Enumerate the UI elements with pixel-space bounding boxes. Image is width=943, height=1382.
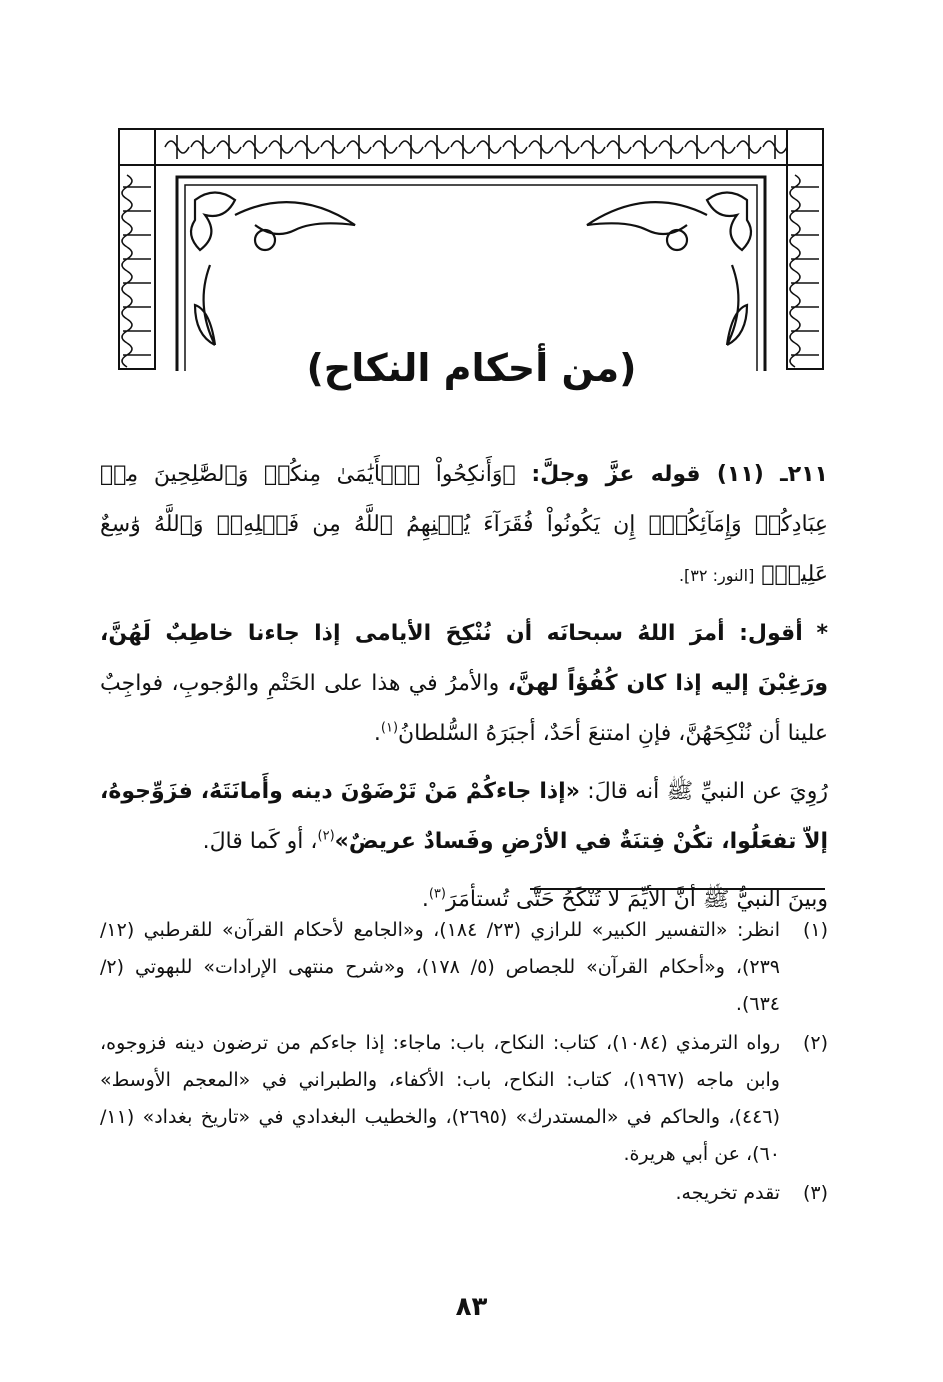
footnotes-section (100, 912, 828, 1214)
asterisk-marker: * (816, 621, 828, 646)
footnote-item (100, 1025, 828, 1173)
footnote-divider (530, 888, 825, 890)
closing-text: وبينَ النبيُّ ﷺ أنَّ الأيِّمَ لا تُنْكَحُ حَتَّى تُستأمَرَ (445, 887, 828, 912)
footnote-number: (٢) (802, 1032, 828, 1054)
quran-verse: وَأَنكِحُواْ ٱلۡأَيَٰمَىٰ مِنكُمۡ وَٱلصَّٰلِحِينَ مِنۡ عِبَادِكُمۡ وَإِمَآئِكُمۡۚ إِن يَكُونُواْ فُقَرَآءَ يُغۡنِهِمُ ٱللَّهُ مِن فَضۡلِهِۦۗ وَٱللَّهُ وَٰسِعٌ عَلِيمٞ (100, 462, 828, 587)
footnote-item (100, 912, 828, 1023)
footnote-ref-3: (٣) (428, 886, 446, 902)
footnote-text: تقدم تخريجه. (675, 1182, 780, 1204)
footnote-text: انظر: «التفسير الكبير» للرازي (٢٣/ ١٨٤)، و«الجامع لأحكام القرآن» للقرطبي (١٢/ ٢٣٩)، و«أحكام القرآن» للجصاص (٥/ ١٧٨)، و«شرح منتهى الإرادات» للبهوتي (٢/ ٦٣٤). (100, 919, 780, 1015)
page-number: ٨٣ (455, 1292, 488, 1322)
footnote-item (100, 1175, 828, 1212)
chapter-title: (من أحكام النكاح) (306, 346, 637, 390)
verse-reference: [النور: ٣٢]. (678, 566, 755, 585)
footnote-number: (٣) (802, 1182, 828, 1204)
hadith-end: ، أو كَما قالَ. (202, 829, 318, 854)
commentary-bold: أقول: أمرَ اللهُ سبحانَه أن نُنْكِحَ الأيامى إذا جاءنا خاطِبٌ لَهُنَّ، ورَغِبْنَ إليه إذا كان كُفُؤاً لهنَّ، (100, 621, 829, 696)
commentary-text: والأمرُ في هذا على الحَتْمِ والوُجوبِ، فواجِبٌ علينا أن نُنْكِحَهُنَّ، فإنِ امتنعَ أحَدٌ، أجبَرَهُ السُّلطانُ (100, 671, 828, 746)
main-text (100, 450, 828, 933)
verse-paragraph (100, 450, 828, 601)
verse-close-bracket: ﴾ (761, 562, 775, 587)
footnote-ref-2: (٢) (317, 828, 335, 844)
verse-intro: ٢١١ـ (١١) قوله عزَّ وجلَّ: (531, 462, 828, 487)
verse-open-bracket: ﴿ (502, 462, 516, 487)
hadith-intro: رُوِيَ عن النبيِّ ﷺ أنه قالَ: (587, 779, 828, 804)
footnote-text: رواه الترمذي (١٠٨٤)، كتاب: النكاح، باب: ماجاء: إذا جاءكم من ترضون دينه فزوجوه، وابن ماجه (١٩٦٧)، كتاب: النكاح، باب: الأكفاء، والطبراني في «المعجم الأوسط» (٤٤٦)، والحاكم في «المستدرك» (٢٦٩٥)، والخطيب البغدادي في «تاريخ بغداد» (١١/ ٦٠)، عن أبي هريرة. (100, 1032, 781, 1165)
commentary-end: . (373, 721, 381, 746)
hadith-quote: «إذا جاءكُمْ مَنْ تَرْضَوْنَ دينه وأَمانَتَهُ، فزَوِّجوهُ، إلاّ تفعَلُوا، تكُنْ فِتنَةٌ في الأرْضِ وفَسادٌ عريضٌ» (100, 779, 828, 854)
footnote-ref-1: (١) (380, 720, 399, 736)
footnote-number: (١) (802, 919, 828, 941)
commentary-paragraph (100, 609, 828, 759)
closing-end: . (421, 887, 429, 912)
hadith-paragraph (100, 767, 828, 867)
